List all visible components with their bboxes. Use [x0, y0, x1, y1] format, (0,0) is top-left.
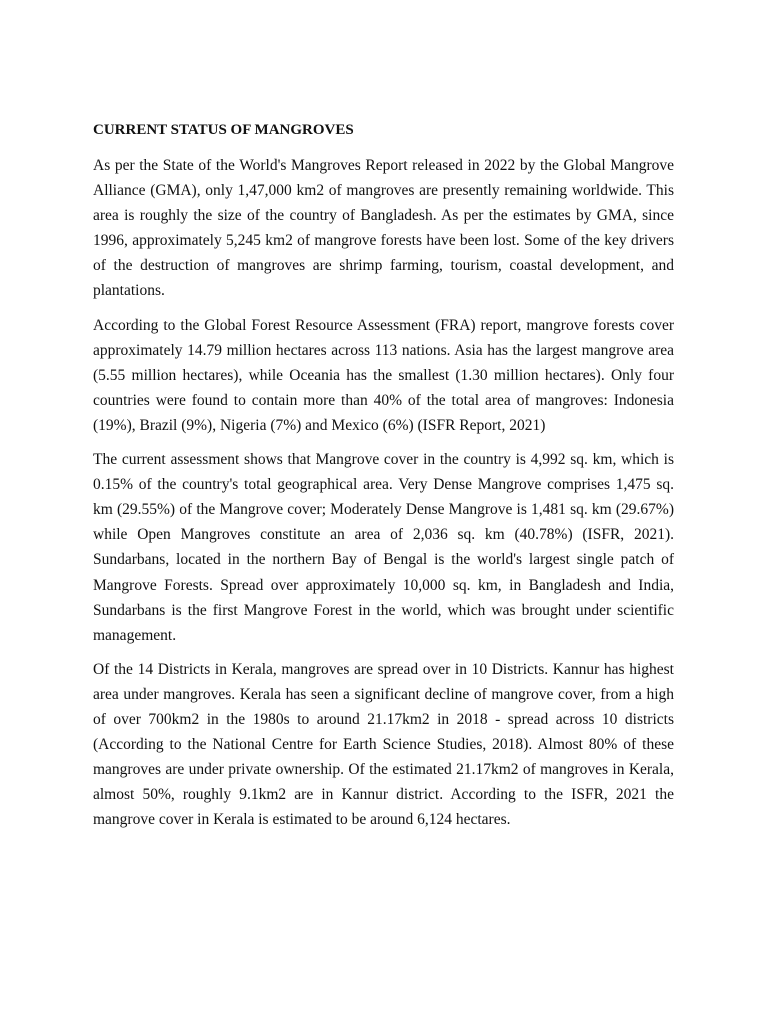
paragraph-global-status: As per the State of the World's Mangroves Report released in 2022 by the Global Mangrove Alliance (GMA), only 1,47,000 km2 of mangroves are presently remaining worldwide. This area is roughly the size of the country of Bangladesh. As per the estimates by GMA, since 1996, approximately 5,245 km2 of mangrove forests have been lost. Some of the key drivers of the destruction of mangroves are shrimp farming, tourism, coastal development, and plantations. [93, 157, 674, 300]
paragraph-fra-report: According to the Global Forest Resource Assessment (FRA) report, mangrove forests cover approximately 14.79 million hectares across 113 nations. Asia has the largest mangrove area (5.55 million hectares), while Oceania has the smallest (1.30 million hectares). Only four countries were found to contain more than 40% of the total area of mangroves: Indonesia (19%), Brazil (9%), Nigeria (7%) and Mexico (6%) (ISFR Report, 2021) [93, 316, 674, 434]
paragraph-current-assessment: The current assessment shows that Mangrove cover in the country is 4,992 sq. km, which is 0.15% of the country's total geographical area. Very Dense Mangrove comprises 1,475 sq. km (29.55%) of the Mangrove cover; Moderately Dense Mangrove is 1,481 sq. km (29.67%) while Open Mangroves constitute an area of 2,036 sq. km (40.78%) (ISFR, 2021). Sundarbans, located in the northern Bay of Bengal is the world's largest single patch of Mangrove Forests. Spread over approximately 10,000 sq. km, in Bangladesh and India, Sundarbans is the first Mangrove Forest in the world, which was brought under scientific management. [93, 451, 674, 644]
paragraph-kerala: Of the 14 Districts in Kerala, mangroves are spread over in 10 Districts. Kannur has highest area under mangroves. Kerala has seen a significant decline of mangrove cover, from a high of over 700km2 in the 1980s to around 21.17km2 in 2018 - spread across 10 districts (According to the National Centre for Earth Science Studies, 2018). Almost 80% of these mangroves are under private ownership. Of the estimated 21.17km2 of mangroves in Kerala, almost 50%, roughly 9.1km2 are in Kannur district. According to the ISFR, 2021 the mangrove cover in Kerala is estimated to be around 6,124 hectares. [93, 660, 674, 829]
section-heading: CURRENT STATUS OF MANGROVES [93, 122, 354, 138]
document-page [93, 120, 674, 841]
